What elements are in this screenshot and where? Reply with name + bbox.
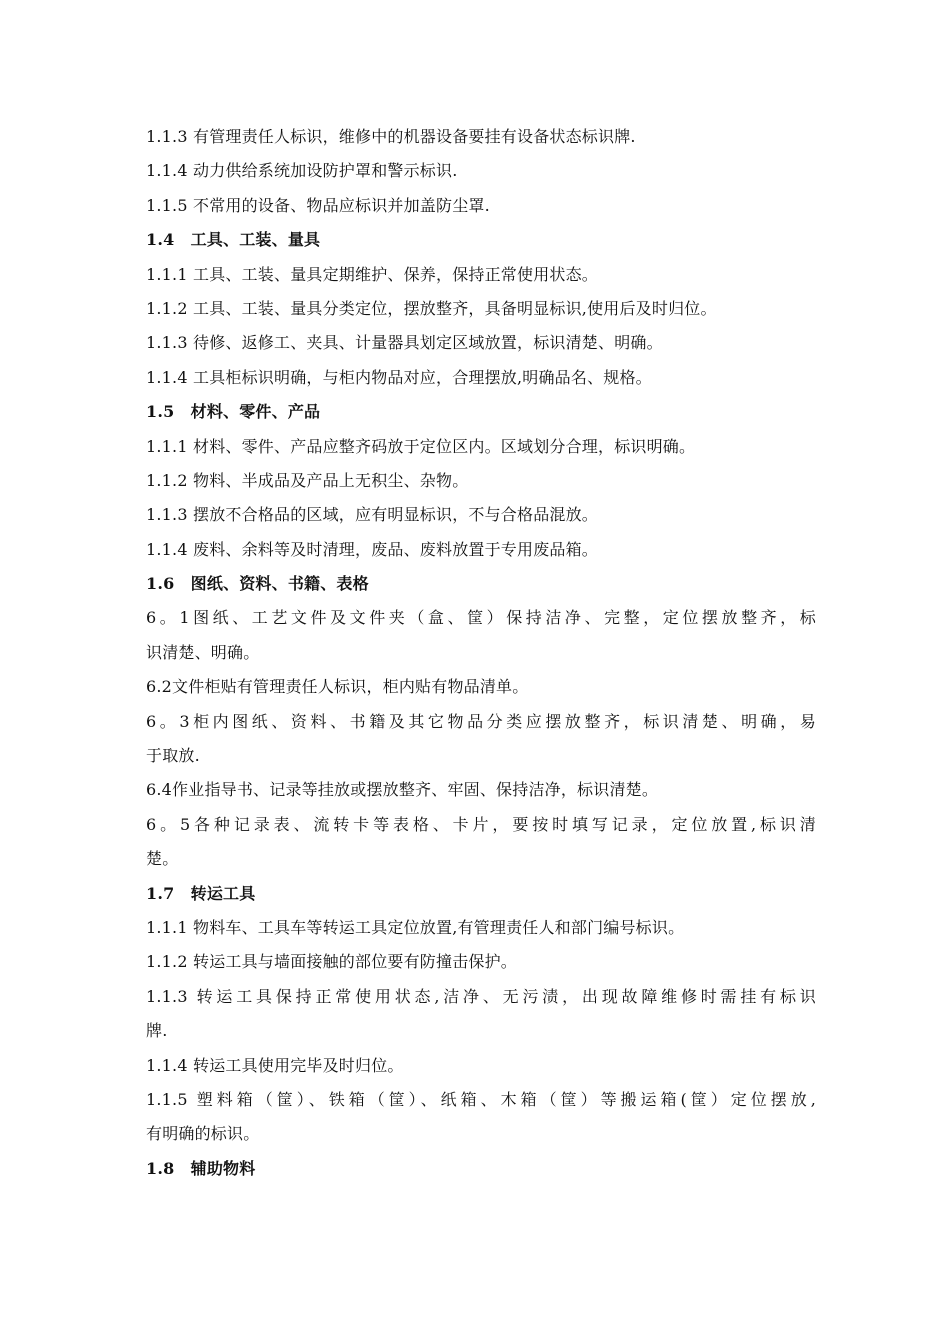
text-line: 1.1.2 工具、工装、量具分类定位，摆放整齐，具备明显标识,使用后及时归位。 bbox=[146, 298, 717, 318]
text-line: 识清楚、明确。 bbox=[146, 642, 260, 662]
text-line: 1.1.1 材料、零件、产品应整齐码放于定位区内。区域划分合理，标识明确。 bbox=[146, 436, 696, 456]
document-page bbox=[146, 120, 816, 1186]
text-line: 6.4作业指导书、记录等挂放或摆放整齐、牢固、保持洁净，标识清楚。 bbox=[146, 780, 659, 800]
section-heading: 1.5 材料、零件、产品 bbox=[146, 402, 321, 422]
section-heading: 1.6 图纸、资料、书籍、表格 bbox=[146, 574, 369, 594]
text-line: 牌. bbox=[146, 1021, 168, 1041]
section-heading: 1.8 辅助物料 bbox=[146, 1158, 256, 1178]
text-line: 1.1.1 工具、工装、量具定期维护、保养，保持正常使用状态。 bbox=[146, 264, 598, 284]
text-line: 1.1.4 工具柜标识明确，与柜内物品对应，合理摆放,明确品名、规格。 bbox=[146, 367, 652, 387]
text-line: 1.1.3 摆放不合格品的区域，应有明显标识，不与合格品混放。 bbox=[146, 505, 598, 525]
text-line: 1.1.5 塑料箱（筐）、铁箱（筐）、纸箱、木箱（筐）等搬运箱(筐）定位摆放, bbox=[146, 1089, 816, 1109]
section-heading: 1.7 转运工具 bbox=[146, 883, 256, 903]
text-line: 6。5各种记录表、流转卡等表格、卡片，要按时填写记录，定位放置,标识清 bbox=[146, 814, 816, 834]
text-line: 6。3柜内图纸、资料、书籍及其它物品分类应摆放整齐，标识清楚、明确，易 bbox=[146, 711, 816, 731]
text-line: 有明确的标识。 bbox=[146, 1124, 260, 1144]
text-line: 1.1.2 物料、半成品及产品上无积尘、杂物。 bbox=[146, 470, 469, 490]
text-line: 1.1.4 废料、余料等及时清理，废品、废料放置于专用废品箱。 bbox=[146, 539, 598, 559]
text-line: 1.1.4 动力供给系统加设防护罩和警示标识. bbox=[146, 161, 458, 181]
text-line: 于取放. bbox=[146, 746, 200, 766]
text-line: 1.1.4 转运工具使用完毕及时归位。 bbox=[146, 1055, 404, 1075]
text-line: 6.2文件柜贴有管理责任人标识，柜内贴有物品清单。 bbox=[146, 677, 529, 697]
text-line: 6。1图纸、工艺文件及文件夹（盒、筐）保持洁净、完整，定位摆放整齐，标 bbox=[146, 608, 816, 628]
text-line: 楚。 bbox=[146, 849, 179, 869]
text-line: 1.1.1 物料车、工具车等转运工具定位放置,有管理责任人和部门编号标识。 bbox=[146, 917, 685, 937]
text-line: 1.1.2 转运工具与墙面接触的部位要有防撞击保护。 bbox=[146, 952, 517, 972]
text-line: 1.1.3 转运工具保持正常使用状态,洁净、无污渍，出现故障维修时需挂有标识 bbox=[146, 986, 816, 1006]
section-heading: 1.4 工具、工装、量具 bbox=[146, 230, 321, 250]
text-line: 1.1.3 有管理责任人标识，维修中的机器设备要挂有设备状态标识牌. bbox=[146, 127, 636, 146]
text-line: 1.1.3 待修、返修工、夹具、计量器具划定区域放置，标识清楚、明确。 bbox=[146, 333, 663, 353]
text-line: 1.1.5 不常用的设备、物品应标识并加盖防尘罩. bbox=[146, 195, 490, 215]
